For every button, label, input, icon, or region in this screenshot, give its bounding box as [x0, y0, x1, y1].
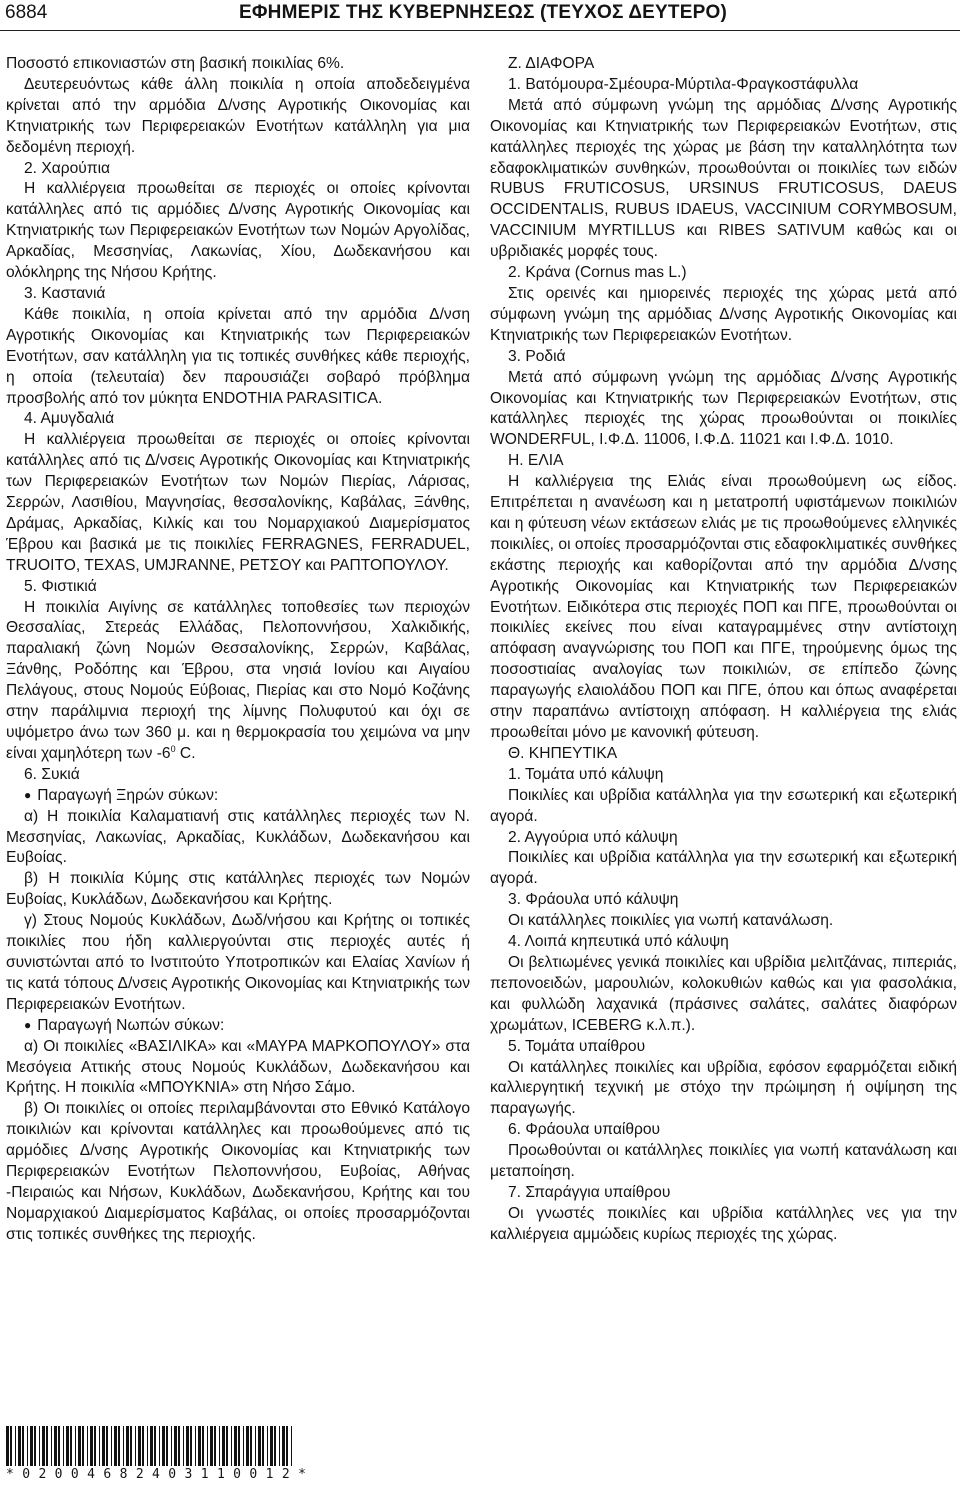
barcode-bar	[183, 1426, 184, 1466]
barcode-bar	[150, 1426, 153, 1466]
barcode-bar	[286, 1426, 288, 1466]
barcode-bar	[63, 1426, 64, 1466]
bullet-heading: ● Παραγωγή Νωπών σύκων:	[6, 1016, 470, 1037]
barcode-bar	[198, 1426, 201, 1466]
barcode-bar	[243, 1426, 244, 1466]
barcode-bar	[234, 1426, 237, 1466]
barcode-bar	[18, 1426, 21, 1466]
paragraph: α) Οι ποικιλίες «ΒΑΣΙΛΙΚΑ» και «ΜΑΥΡΑ ΜΑΡΚΟΠΟΥΛΟΥ» στα Μεσόγεια Αττικής στους Νομούς Κυκλάδων, Δωδεκανήσου και Κρήτης. Η ποικιλία «ΜΠΟΥΚΝΙΑ» στη Νήσο Σάμο.	[6, 1037, 470, 1097]
paragraph: Κάθε ποικιλία, η οποία κρίνεται από την αρμόδια Δ/νση Αγροτικής Οικονομίας και Κτηνιατρικής των Περιφερειακών Ενοτήτων, σαν κατάλληλη για τις τοπικές συνθήκες κάθε περιοχής, η οποία (τελευταία) δεν παρουσιάζει σοβαρό πρόβλημα προσβολής από τον μύκητα ENDOTHIA PARASITICA.	[6, 305, 470, 407]
paragraph: β) Η ποικιλία Κύμης στις κατάλληλες περιοχές των Νομών Ευβοίας, Κυκλάδων, Δωδεκανήσου και Κρήτης.	[6, 870, 470, 909]
barcode-bar	[159, 1426, 160, 1466]
barcode-bar	[219, 1426, 220, 1466]
section-heading: 4. Λοιπά κηπευτικά υπό κάλυψη	[508, 933, 729, 951]
section-heading: 7. Σπαράγγια υπαίθρου	[508, 1183, 671, 1201]
section-heading: 5. Φιστικιά	[24, 577, 97, 595]
barcode-bar	[99, 1426, 100, 1466]
gazette-title: ΕΦΗΜΕΡΙΣ ΤΗΣ ΚΥΒΕΡΝΗΣΕΩΣ (ΤΕΥΧΟΣ ΔΕΥΤΕΡΟ)	[239, 2, 727, 23]
barcode-bar	[78, 1426, 81, 1466]
barcode-bar	[10, 1426, 12, 1466]
barcode-bar	[190, 1426, 192, 1466]
bullet-heading: ● Παραγωγή Ξηρών σύκων:	[6, 786, 470, 807]
barcode-bar	[123, 1426, 124, 1466]
paragraph: Η καλλιέργεια προωθείται σε περιοχές οι οποίες κρίνονται κατάλληλες από τις αρμόδιες Δ/νσης Αγροτικής Οικονομίας και Κτηνιατρικής των Περιφερειακών Ενοτήτων των Νομών Αργολίδας, Αρκαδίας, Μεσσηνίας, Λακωνίας, Χίου, Δωδεκανήσου και ολόκληρης της Νήσου Κρήτης.	[6, 180, 470, 282]
barcode-bar	[6, 1426, 9, 1466]
paragraph: Προωθούνται οι κατάλληλες ποικιλίες για νωπή κατανάλωση και μεταποίηση.	[490, 1142, 957, 1181]
barcode-bar	[34, 1426, 36, 1466]
barcode-bar	[154, 1426, 156, 1466]
barcode-bar	[174, 1426, 177, 1466]
barcode-bar	[258, 1426, 261, 1466]
unit-text: C.	[175, 744, 196, 762]
barcode-bar	[114, 1426, 117, 1466]
paragraph-text: Η ποικιλία Αιγίνης σε κατάλληλες τοποθεσίες των περιοχών Θεσσαλίας, Στερεάς Ελλάδας, Πελοποννήσου, Χαλκιδικής, παραλιακή ζώνη Νομών Θεσσαλονίκης, Σερρών, Καβάλας, Ξάνθης, Ροδόπης και Έβρου, στα νησιά Ιονίου και Αιγαίου Πελάγους, στους Νομούς Εύβοιας, Πιερίας και στο Νομό Κοζάνης στην παράλιμνια περιοχή της λίμνης Πολυφυτού και όχι σε υψόμετρο άνω των 360 μ. και η θερμοκρασία του χειμώνα να μην είναι χαμηλότερη των -6	[6, 598, 470, 762]
paragraph: β) Οι ποικιλίες οι οποίες περιλαμβάνονται στο Εθνικό Κατάλογο ποικιλιών και κρίνονται κατάλληλες και προωθούμενες από τις αρμόδιες Δ/νσης Αγροτικής Οικονομίας και Κτηνιατρικής των Περιφερειακών Ενοτήτων Πελοποννήσου, Ευβοίας, Αθήνας -Πειραιώς και Νήσων, Κυκλάδων, Δωδεκανήσου, Κρήτης και του Νομαρχιακού Διαμερίσματος Καβάλας, οι οποίες προσαρμόζονται στις τοπικές συνθήκες της περιοχής.	[6, 1100, 470, 1243]
paragraph: Ποικιλίες και υβρίδια κατάλληλα για την εσωτερική και εξωτερική αγορά.	[490, 849, 957, 888]
section-heading: 5. Τομάτα υπαίθρου	[508, 1037, 646, 1055]
barcode-bar	[274, 1426, 276, 1466]
barcode-bar	[82, 1426, 84, 1466]
header-rule	[0, 30, 960, 31]
section-heading: 1. Βατόμουρα-Σμέουρα-Μύρτιλα-Φραγκοστάφυλλα	[508, 75, 859, 93]
page-number: 6884	[5, 2, 48, 23]
barcode-bar	[46, 1426, 48, 1466]
paragraph: Η καλλιέργεια της Ελιάς είναι προωθούμενη ως είδος. Επιτρέπεται η ανανέωση και η μετατροπή υφιστάμενων ποικιλιών και η φύτευση νέων εκτάσεων ελιάς με τις προωθούμενες ελληνικές ποικιλίες, οι οποίες προσαρμόζονται στις εδαφοκλιματικές συνθήκες εκάστης περιοχής και καθορίζονται από την αρμόδια Δ/νσης Αγροτικής Οικονομίας και Κτηνιατρικής των Περιφερειακών Ενοτήτων. Ειδικότερα στις περιοχές ΠΟΠ και ΠΓΕ, προωθούνται οι ποικιλίες εκείνες που είναι καταγραμμένες στην αντίστοιχη απόφαση αναγνώρισης του ΠΟΠ και ΠΓΕ, τηρούμενης όμως της ποσοστιαίας αναλογίας των ποικιλιών, σε επίπεδο ζώνης παραγωγής ελαιολάδου ΠΟΠ και ΠΓΕ, όπου και όπως αναφέρεται στην παραπάνω αντίστοιχη απόφαση. Η καλλιέργεια της ελιάς προωθείται μόνο με κανονική φύτευση.	[490, 473, 957, 741]
barcode-bar	[246, 1426, 249, 1466]
barcode-bar	[90, 1426, 93, 1466]
barcode-bar	[111, 1426, 112, 1466]
barcode-bar	[222, 1426, 225, 1466]
barcode-bar	[27, 1426, 28, 1466]
barcode-bar	[250, 1426, 252, 1466]
section-heading: 3. Καστανιά	[24, 284, 106, 302]
barcode-bar	[162, 1426, 165, 1466]
section-heading: 2. Αγγούρια υπό κάλυψη	[508, 828, 678, 846]
paragraph: γ) Στους Νομούς Κυκλάδων, Δωδ/νήσου και Κρήτης οι τοπικές ποικιλίες που ήδη καλλιεργούνται στις περιοχές αυτές ή συνιστώνται από το Ινστιτούτο Υποτροπικών και Ελαίας Χανίων ή τις κατά τόπους Δ/νσεις Αγροτικής Οικονομίας και Κτηνιατρικής των Περιφερειακών Ενοτήτων.	[6, 912, 470, 1013]
barcode-bar	[130, 1426, 132, 1466]
barcode-bar	[87, 1426, 88, 1466]
barcode-bar	[207, 1426, 208, 1466]
section-heading: 4. Αμυγδαλιά	[24, 410, 115, 428]
barcode-bar	[54, 1426, 57, 1466]
paragraph: Οι κατάλληλες ποικιλίες για νωπή κατανάλωση.	[508, 912, 834, 930]
barcode-bars	[6, 1426, 296, 1466]
barcode-bar	[262, 1426, 264, 1466]
paragraph	[6, 598, 470, 765]
paragraph: Μετά από σύμφωνη γνώμη της αρμόδιας Δ/νσης Αγροτικής Οικονομίας και Κτηνιατρικής των Περιφερειακών Ενοτήτων, στις κατάλληλες περιοχές της χώρας προωθούνται οι ποικιλίες WONDERFUL, Ι.Φ.Δ. 11006, Ι.Φ.Δ. 11021 και Ι.Φ.Δ. 1010.	[490, 368, 957, 449]
barcode-bar	[15, 1426, 16, 1466]
section-heading: 3. Ροδιά	[508, 347, 566, 365]
barcode-bar	[267, 1426, 268, 1466]
paragraph: Μετά από σύμφωνη γνώμη της αρμόδιας Δ/νσης Αγροτικής Οικονομίας και Κτηνιατρικής των Περιφερειακών Ενοτήτων, στις κατάλληλες περιοχές της χώρας με βάση την καταλληλότητα των εδαφοκλιματικών συνθηκών, προωθούνται οι ποικιλίες των ειδών RUBUS FRUTICOSUS, URSINUS FRUTICOSUS, DAEUS OCCIDENTALIS, RUBUS IDAEUS, VACCINIUM CORYMBOSUM, VACCINIUM MYRTILLUS και RIBES SATIVUM καθώς και οι υβριδιακές μορφές τους.	[490, 96, 957, 261]
barcode-bar	[147, 1426, 148, 1466]
barcode-bar	[94, 1426, 96, 1466]
barcode-bar	[178, 1426, 180, 1466]
barcode-bar	[142, 1426, 144, 1466]
barcode-bar	[70, 1426, 72, 1466]
paragraph: Ποσοστό επικονιαστών στη βασική ποικιλίας 6%.	[6, 55, 345, 72]
section-heading: 1. Τομάτα υπό κάλυψη	[508, 765, 664, 783]
degree-superscript: 0	[170, 743, 176, 754]
barcode-bar	[171, 1426, 172, 1466]
barcode-bar	[102, 1426, 105, 1466]
barcode-bar	[226, 1426, 228, 1466]
barcode-bar	[279, 1426, 280, 1466]
barcode-bar	[166, 1426, 168, 1466]
paragraph: Οι βελτιωμένες γενικά ποικιλίες και υβρίδια μελιτζάνας, πιπεριάς, πεπονοειδών, μαρουλιών, κολοκυθιών καθώς και για φασολάκια, και φυλλώδη λαχανικά (πράσινες σαλάτες, σαλάτες διαφόρων χρωμάτων, ICEBERG κ.λ.π.).	[490, 953, 957, 1034]
barcode-bar	[118, 1426, 120, 1466]
section-heading: 3. Φράουλα υπό κάλυψη	[508, 891, 679, 909]
barcode-bar	[195, 1426, 196, 1466]
paragraph: Οι κατάλληλες ποικιλίες και υβρίδια, εφόσον εφαρμόζεται ειδική καλλιεργητική τεχνική με στόχο την πρώιμηση ή οψίμηση της παραγωγής.	[490, 1058, 957, 1118]
section-heading: Θ. ΚΗΠΕΥΤΙΚΑ	[508, 744, 618, 762]
section-heading: 2. Κράνα (Cornus mas L.)	[508, 264, 687, 282]
section-heading: 6. Συκιά	[24, 765, 80, 783]
barcode-bar	[126, 1426, 129, 1466]
section-heading: Η. ΕΛΙΑ	[508, 452, 564, 470]
barcode-bar	[210, 1426, 213, 1466]
barcode-bar	[66, 1426, 69, 1466]
barcode	[6, 1426, 315, 1484]
left-column	[6, 54, 470, 1246]
barcode-bar	[238, 1426, 240, 1466]
barcode-bar	[255, 1426, 256, 1466]
barcode-bar	[22, 1426, 24, 1466]
barcode-bar	[39, 1426, 40, 1466]
right-column	[490, 54, 957, 1246]
page-header	[0, 0, 960, 30]
barcode-bar	[291, 1426, 292, 1466]
paragraph: Ποικιλίες και υβρίδια κατάλληλα για την εσωτερική και εξωτερική αγορά.	[490, 786, 957, 825]
section-heading: 2. Χαρούπια	[24, 159, 111, 177]
paragraph: Η καλλιέργεια προωθείται σε περιοχές οι οποίες κρίνονται κατάλληλες από τις Δ/νσεις Αγροτικής Οικονομίας και Κτηνιατρικής των Περιφερειακών Ενοτήτων των Νομών Πιερίας, Λάρισας, Σερρών, Λασιθίου, Μαγνησίας, θεσσαλονίκης, Καβάλας, Ξάνθης, Δράμας, Αρκαδίας, Κιλκίς και του Νομαρχιακού Διαμερίσματος Έβρου και βασικά με τις ποικιλίες FERRAGNES, FERRADUEL, TRUOITO, TEXAS, UMJRANNE, ΡΕΤΣΟΥ και ΡΑΠΤΟΠΟΥΛΟΥ.	[6, 431, 470, 574]
barcode-bar	[30, 1426, 33, 1466]
barcode-bar	[202, 1426, 204, 1466]
barcode-bar	[214, 1426, 216, 1466]
barcode-bar	[51, 1426, 52, 1466]
paragraph: Δευτερευόντως κάθε άλλη ποικιλία η οποία αποδεδειγμένα κρίνεται από την αρμόδια Δ/νσης Αγροτικής Οικονομίας και Κτηνιατρικής των Περιφερειακών Ενοτήτων κατάλληλη για μια δεδομένη περιοχή.	[6, 75, 470, 156]
barcode-bar	[58, 1426, 60, 1466]
barcode-bar	[231, 1426, 232, 1466]
barcode-bar	[138, 1426, 141, 1466]
paragraph: Οι γνωστές ποικιλίες και υβρίδια κατάλληλες νες για την καλλιέργεια αμμώδεις κυρίως περιοχές της χώρας.	[490, 1204, 957, 1243]
barcode-bar	[270, 1426, 273, 1466]
section-heading: Ζ. ΔΙΑΦΟΡΑ	[508, 55, 595, 72]
barcode-number: *02004682403110012*	[6, 1467, 315, 1482]
barcode-bar	[42, 1426, 45, 1466]
barcode-bar	[75, 1426, 76, 1466]
barcode-bar	[186, 1426, 189, 1466]
barcode-bar	[135, 1426, 136, 1466]
paragraph: Στις ορεινές και ημιορεινές περιοχές της χώρας μετά από σύμφωνη γνώμη της αρμόδιας Δ/νσης Αγροτικής Οικονομίας και Κτηνιατρικής των Περιφερειακών Ενοτήτων.	[490, 284, 957, 344]
barcode-bar	[282, 1426, 285, 1466]
paragraph: α) Η ποικιλία Καλαματιανή στις κατάλληλες περιοχές των Ν. Μεσσηνίας, Λακωνίας, Αρκαδίας, Κυκλάδων, Δωδεκανήσου και Ευβοίας.	[6, 807, 470, 867]
barcode-bar	[106, 1426, 108, 1466]
section-heading: 6. Φράουλα υπαίθρου	[508, 1121, 661, 1139]
